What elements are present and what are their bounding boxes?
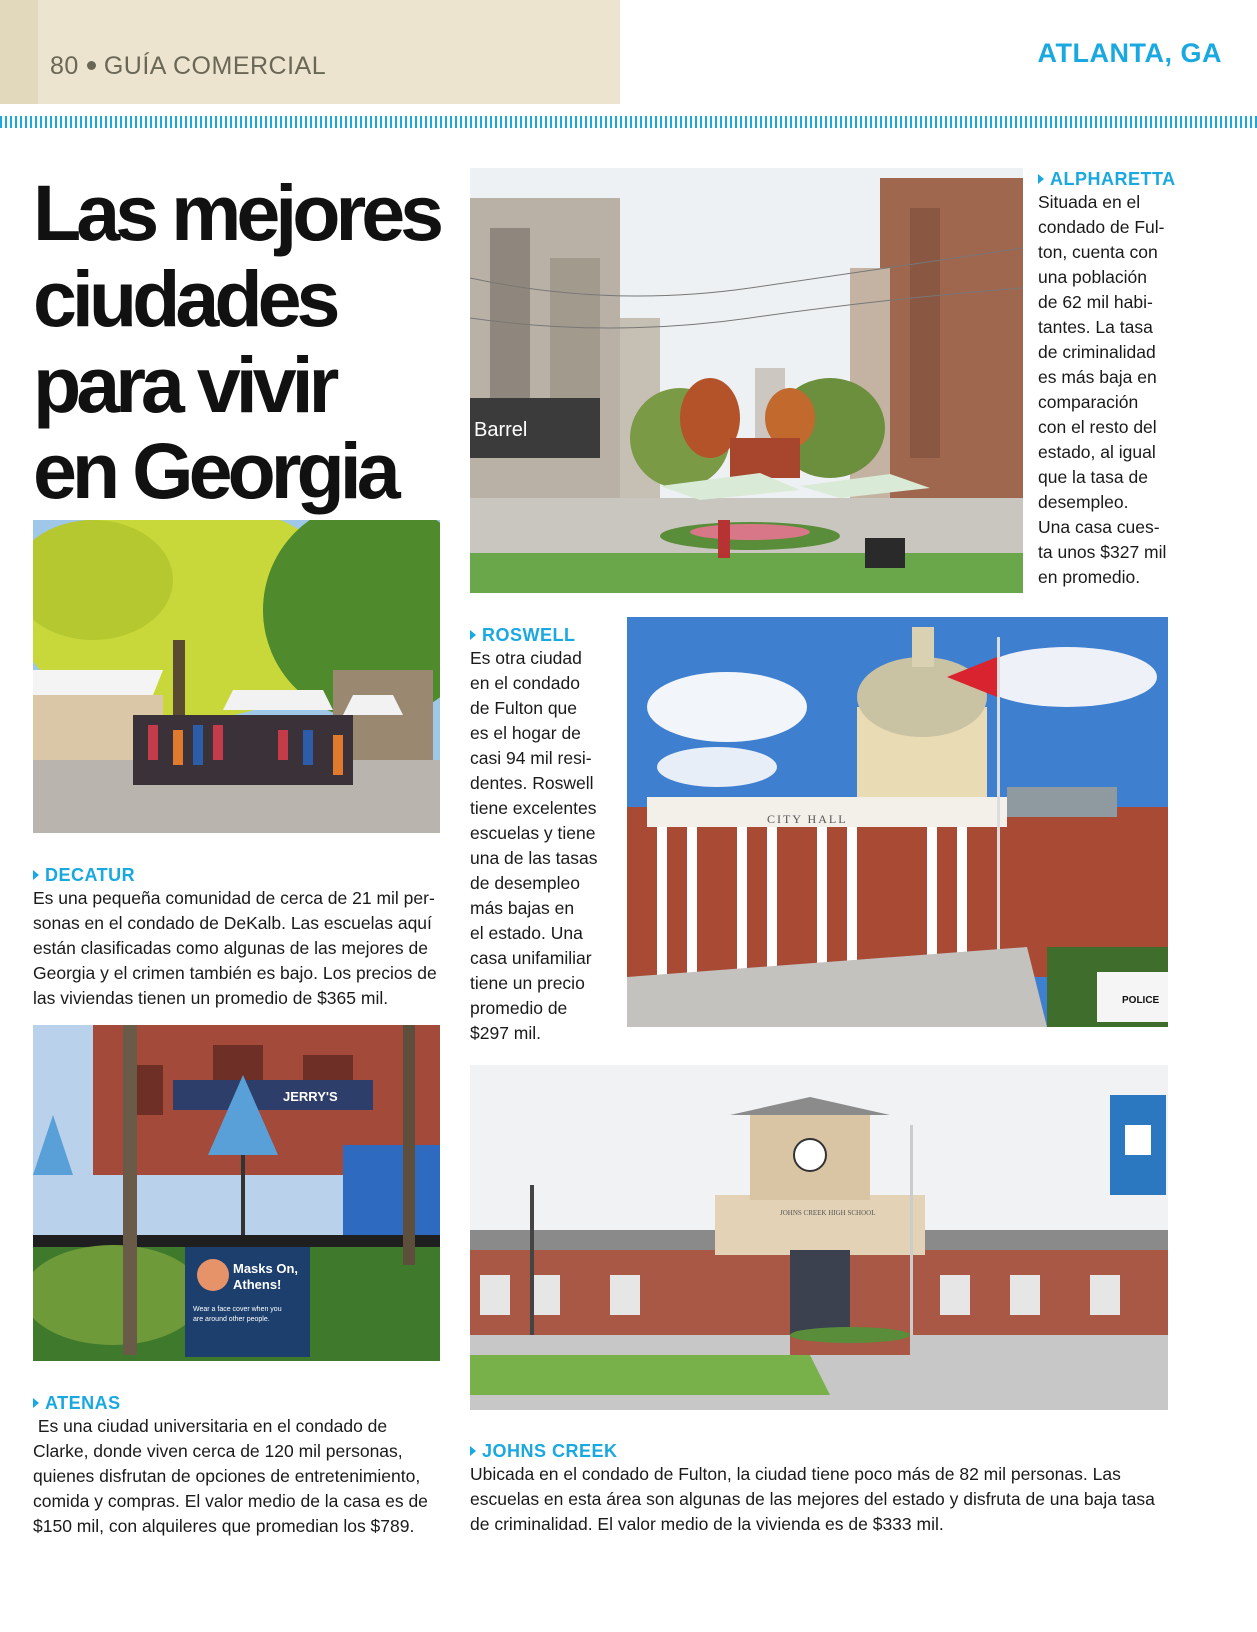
page-header-left <box>50 52 326 81</box>
heading-label: ROSWELL <box>482 625 576 645</box>
body-line: es más baja en <box>1038 367 1157 387</box>
body-line: Ubicada en el condado de Fulton, la ciudad tiene poco más de 82 mil personas. Las <box>470 1464 1121 1484</box>
body-line: ta unos $327 mil <box>1038 542 1167 562</box>
bullet-icon <box>87 61 96 70</box>
masks-sign-subtitle: Wear a face cover when you <box>193 1306 282 1313</box>
body-line: Georgia y el crimen también es bajo. Los precios de <box>33 963 437 983</box>
body-line: de Fulton que <box>470 698 578 718</box>
tick-rule-divider <box>0 116 1257 128</box>
body-line: en promedio. <box>1038 567 1141 587</box>
decatur-photo <box>33 520 440 833</box>
triangle-bullet-icon <box>470 1446 476 1456</box>
heading-label: ALPHARETTA <box>1050 169 1176 189</box>
body-line: están clasificadas como algunas de las mejores de <box>33 938 428 958</box>
body-line: con el resto del <box>1038 417 1157 437</box>
body-line: quienes disfrutan de opciones de entretenimiento, <box>33 1466 421 1486</box>
body-line: Clarke, donde viven cerca de 120 mil personas, <box>33 1441 403 1461</box>
police-sign: POLICE <box>1122 995 1160 1006</box>
atenas-heading <box>33 1393 121 1414</box>
body-line: Es una ciudad universitaria en el condado de <box>33 1416 388 1436</box>
roswell-photo <box>627 617 1168 1027</box>
jerrys-sign: JERRY'S <box>283 1089 338 1104</box>
body-line: escuelas y tiene <box>470 823 596 843</box>
body-line: comida y compras. El valor medio de la casa es de <box>33 1491 428 1511</box>
header-edge <box>0 0 38 104</box>
johns-creek-photo <box>470 1065 1168 1410</box>
title-line: ciudades <box>33 254 336 343</box>
heading-label: DECATUR <box>45 865 136 885</box>
body-line: Es otra ciudad <box>470 648 582 668</box>
body-line: tantes. La tasa <box>1038 317 1153 337</box>
body-line: de criminalidad <box>1038 342 1156 362</box>
body-line: que la tasa de <box>1038 467 1148 487</box>
masks-sign-title: Masks On, <box>233 1261 299 1276</box>
triangle-bullet-icon <box>1038 174 1044 184</box>
title-line: en Georgia <box>33 426 396 515</box>
body-line: de 62 mil habi- <box>1038 292 1153 312</box>
masks-sign-title: Athens! <box>233 1277 282 1292</box>
body-line: desempleo. <box>1038 492 1129 512</box>
alpharetta-photo <box>470 168 1023 593</box>
alpharetta-body <box>1038 190 1238 590</box>
body-line: $297 mil. <box>470 1023 542 1043</box>
body-line: de desempleo <box>470 873 580 893</box>
body-line: estado, al igual <box>1038 442 1156 462</box>
body-line: el estado. Una <box>470 923 583 943</box>
body-line: en el condado <box>470 673 580 693</box>
body-line: una población <box>1038 267 1147 287</box>
body-line: escuelas en esta área son algunas de las mejores del estado y disfruta de una baja tasa <box>470 1489 1155 1509</box>
body-line: casi 94 mil resi- <box>470 748 592 768</box>
alpharetta-heading <box>1038 169 1176 190</box>
title-line: Las mejores <box>33 168 440 257</box>
body-line: Una casa cues- <box>1038 517 1160 537</box>
triangle-bullet-icon <box>33 1398 39 1408</box>
body-line: comparación <box>1038 392 1139 412</box>
body-line: dentes. Roswell <box>470 773 594 793</box>
atenas-photo <box>33 1025 440 1361</box>
body-line: promedio de <box>470 998 568 1018</box>
title-line: para vivir <box>33 340 335 429</box>
body-line: casa unifamiliar <box>470 948 592 968</box>
roswell-heading <box>470 625 576 646</box>
johns-creek-heading <box>470 1441 618 1462</box>
city-hall-sign: CITY HALL <box>767 812 848 826</box>
body-line: de criminalidad. El valor medio de la vivienda es de $333 mil. <box>470 1514 944 1534</box>
roswell-body <box>470 646 620 1046</box>
page-title <box>33 170 463 514</box>
triangle-bullet-icon <box>470 630 476 640</box>
body-line: una de las tasas <box>470 848 598 868</box>
body-line: $150 mil, con alquileres que promedian los $789. <box>33 1516 415 1536</box>
body-line: tiene excelentes <box>470 798 597 818</box>
body-line: Es una pequeña comunidad de cerca de 21 mil per- <box>33 888 435 908</box>
decatur-heading <box>33 865 135 886</box>
page-number: 80 <box>50 52 79 80</box>
decatur-body <box>33 886 453 1011</box>
body-line: las viviendas tienen un promedio de $365 mil. <box>33 988 389 1008</box>
heading-label: JOHNS CREEK <box>482 1441 618 1461</box>
body-line: condado de Ful- <box>1038 217 1165 237</box>
body-line: Situada en el <box>1038 192 1141 212</box>
location-label: ATLANTA, GA <box>1037 38 1222 68</box>
masks-sign-subtitle: are around other people. <box>193 1316 270 1323</box>
johns-creek-body <box>470 1462 1190 1537</box>
barrel-sign: Barrel <box>474 419 528 441</box>
body-line: más bajas en <box>470 898 575 918</box>
school-sign: JOHNS CREEK HIGH SCHOOL <box>780 1209 876 1217</box>
body-line: sonas en el condado de DeKalb. Las escuelas aquí <box>33 913 432 933</box>
heading-label: ATENAS <box>45 1393 121 1413</box>
body-line: tiene un precio <box>470 973 585 993</box>
section-name: GUÍA COMERCIAL <box>103 52 327 80</box>
triangle-bullet-icon <box>33 870 39 880</box>
body-line: ton, cuenta con <box>1038 242 1158 262</box>
atenas-body <box>33 1414 453 1539</box>
body-line: es el hogar de <box>470 723 581 743</box>
